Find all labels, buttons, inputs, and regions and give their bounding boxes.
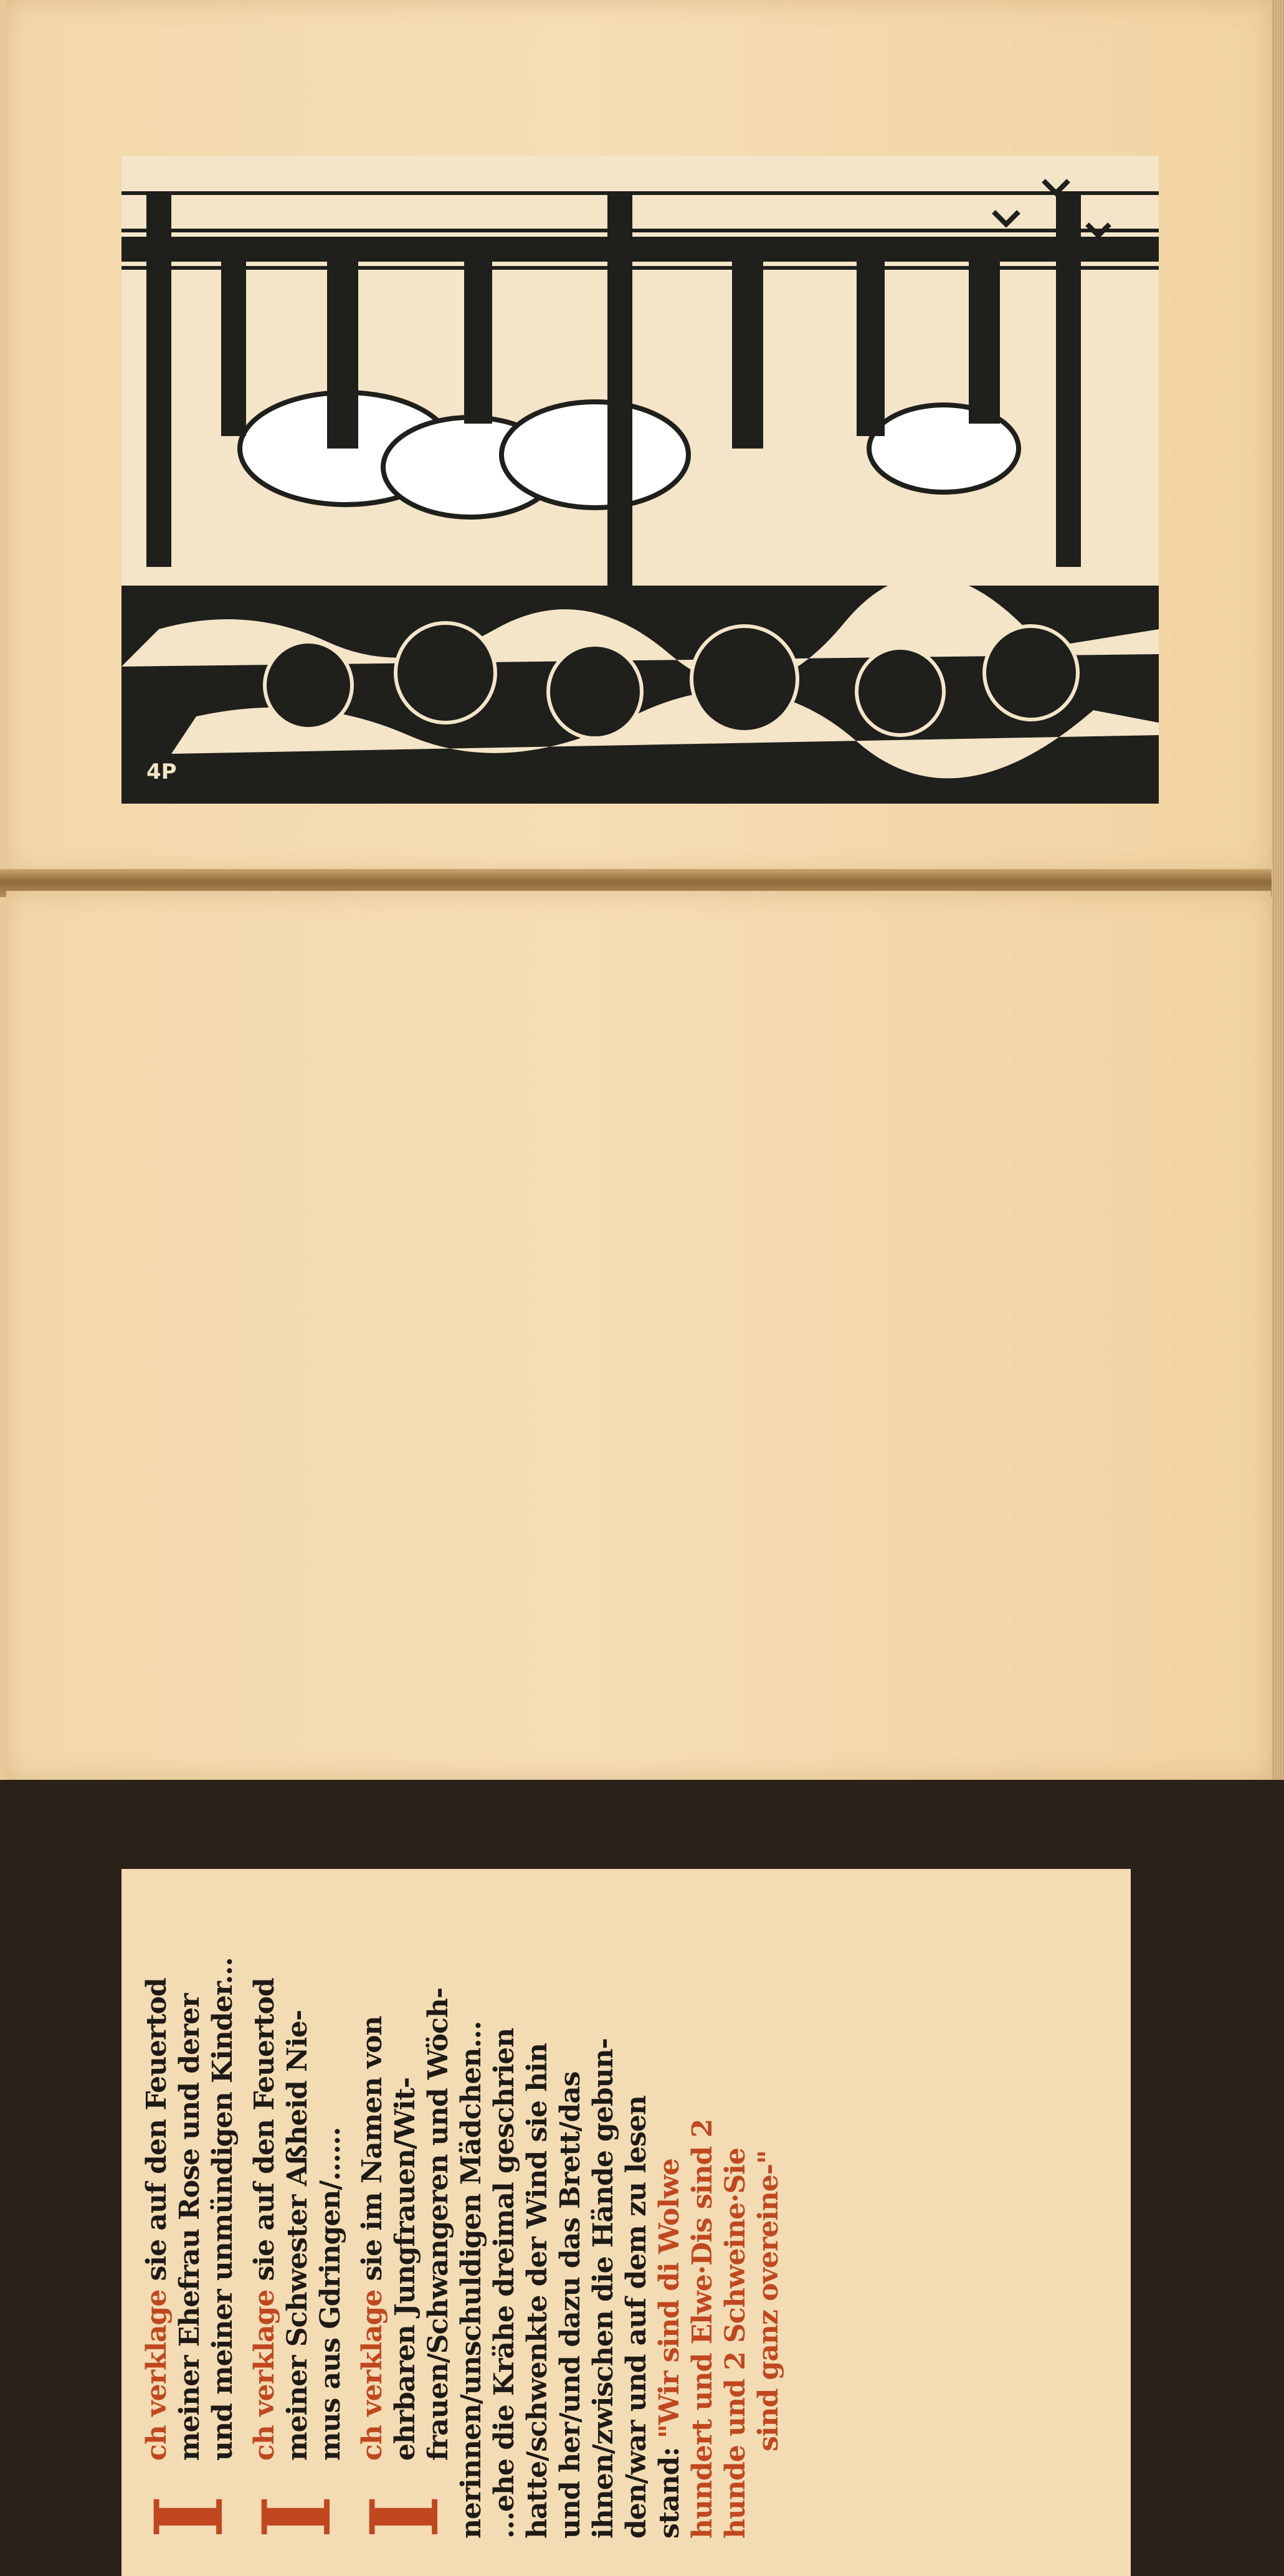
text-block: [121, 1869, 1131, 2576]
rotated-text: [121, 1869, 1131, 2576]
page-text: [6, 891, 1271, 2539]
page-woodcut: [6, 0, 1271, 875]
text-line: ihnen/zwischen die Hände gebun-: [587, 2038, 619, 2539]
initial-letter: I: [242, 2495, 352, 2539]
text-line: meiner Schwester Aßheid Nie-: [282, 2010, 313, 2461]
initial-letter: I: [350, 2495, 460, 2539]
text-line: nerinnen/unschuldigen Mädchen...: [455, 2021, 487, 2539]
quote-start: "Wir sind di Wolwe: [654, 2159, 685, 2448]
text-line: ehrbaren Jungfrauen/Wit-: [389, 2077, 421, 2461]
woodcut-gallows-scene: [121, 156, 1159, 804]
lead-phrase: ch verklage: [249, 2289, 280, 2461]
text-line: frauen/Schwangeren und Wöch-: [422, 1987, 454, 2461]
lead-phrase: ch verklage: [141, 2289, 173, 2461]
paragraph-3: I ch verklage sie im Namen von ehrbaren Jungfrauen/Wit- frauen/Schwangeren und Wöch- nerinnen/unschuldigen Mädchen... ...ehe die Krähe dreimal geschrien hatte/schwenkte der Wind sie hin und her/und dazu das Brett/das ihnen/zwischen die Hände gebun- den/war und auf dem zu lesen stand: "Wir sind di Wolwe hundert und Elwe·Dis sind 2 hunde und 2 Schweine·Sie sind ganz overeine-": [356, 1900, 785, 2539]
text-line: und meiner unmündigen Kinder...: [207, 1957, 239, 2461]
text-line: ...ehe die Krähe dreimal geschrien: [488, 2028, 520, 2539]
lead-phrase: ch verklage: [356, 2289, 388, 2461]
text-line: stand:: [654, 2447, 685, 2539]
initial-letter: I: [135, 2495, 244, 2539]
quote-line: sind ganz overeine-": [753, 2150, 784, 2451]
woodcut-illustration: [121, 156, 1159, 804]
text-line: meiner Ehefrau Rose und derer: [174, 1994, 206, 2461]
artist-monogram: 4P: [146, 759, 177, 784]
quote-line: hunde und 2 Schweine·Sie: [720, 2148, 751, 2539]
paragraph-1: I ch verklage sie auf den Feuertod meiner Ehefrau Rose und derer und meiner unmündigen Kinder...: [140, 1900, 239, 2539]
quote-line: hundert und Elwe·Dis sind 2: [687, 2119, 718, 2539]
text-line: den/war und auf dem zu lesen: [621, 2096, 652, 2539]
paragraph-2: I ch verklage sie auf den Feuertod meiner Schwester Aßheid Nie- mus aus Gdringen/......: [248, 1900, 347, 2539]
text-line: mus aus Gdringen/......: [315, 2127, 346, 2461]
page-edges: [1272, 0, 1284, 1780]
text-line: hatte/schwenkte der Wind sie hin: [521, 2043, 553, 2539]
text-line: und her/und dazu das Brett/das: [554, 2071, 586, 2539]
